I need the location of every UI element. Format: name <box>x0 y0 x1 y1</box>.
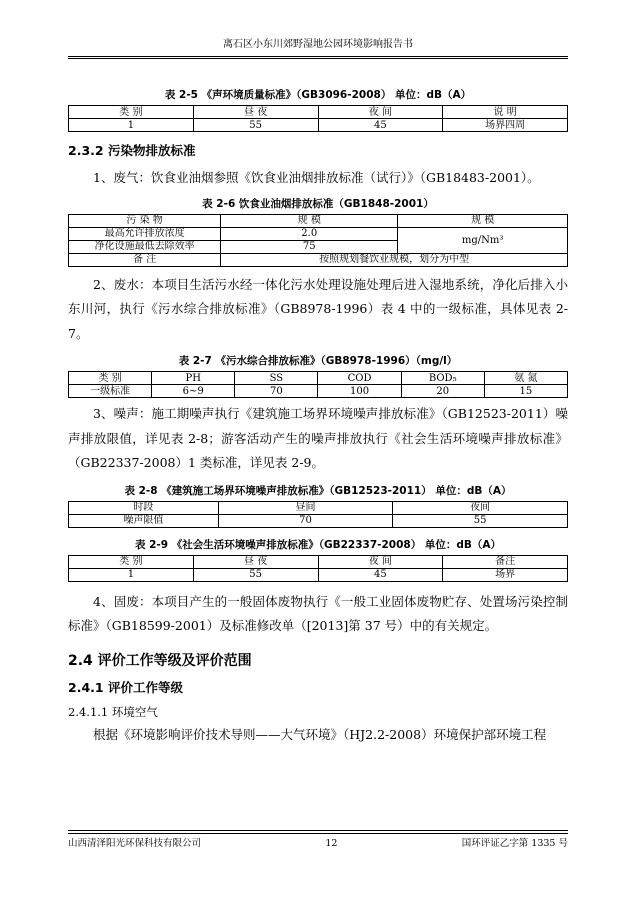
section-2-3-2-title: 2.3.2 污染物排放标准 <box>68 143 196 158</box>
table-cell: 70 <box>235 385 318 398</box>
page-footer <box>68 833 568 850</box>
header-title: 离石区小东川郊野湿地公园环境影响报告书 <box>223 39 413 50</box>
table-row <box>69 501 568 514</box>
table-2-7 <box>68 371 568 398</box>
table-cell: 55 <box>193 119 318 132</box>
table-cell: 6~9 <box>152 385 235 398</box>
table-cell: 最高允许排放浓度 <box>69 227 221 240</box>
table-header-cell: 夜 间 <box>318 106 443 119</box>
paragraph-noise: 3、噪声：施工期噪声执行《建筑施工场界环境噪声排放标准》（GB12523-2011）噪声排放限值，详见表 2-8；游客活动产生的噪声排放执行《社会生活环境噪声排放标准》（GB22337-2008）1 类标准，详见表 2-9。 <box>68 406 568 470</box>
table-row <box>69 119 568 132</box>
table-header-cell: PH <box>152 372 235 385</box>
table-cell: 70 <box>218 514 393 527</box>
table-header-cell: 昼间 <box>218 501 393 514</box>
paragraph-water: 2、废水：本项目生活污水经一体化污水处理设施处理后进入湿地系统，净化后排入小东川河，执行《污水综合排放标准》（GB8978-1996）表 4 中的一级标准，具体见表 2-7。 <box>68 276 568 341</box>
table-cell: 45 <box>318 119 443 132</box>
table-cell: 净化设施最低去除效率 <box>69 240 221 253</box>
table-row <box>69 514 568 527</box>
table-row <box>69 385 568 398</box>
table-2-6 <box>68 214 568 267</box>
table-cell: 1 <box>69 119 194 132</box>
table-2-9 <box>68 555 568 582</box>
table-cell: 场界四周 <box>443 119 568 132</box>
table-cell: 75 <box>221 240 398 253</box>
table-row <box>69 555 568 568</box>
table-header-cell: 规 模 <box>221 214 398 227</box>
table-cell: 一级标准 <box>69 385 152 398</box>
table-cell: 55 <box>193 568 318 581</box>
table-cell: 备 注 <box>69 253 221 266</box>
table-row <box>69 253 568 266</box>
table-cell-unit: mg/Nm³ <box>398 227 568 253</box>
table-header-cell: 说 明 <box>443 106 568 119</box>
document-body <box>68 88 568 747</box>
table-header-cell: 昼 夜 <box>193 106 318 119</box>
table-cell: 2.0 <box>221 227 398 240</box>
table-header-cell: 类 别 <box>69 106 194 119</box>
section-2-4-1-1-title: 2.4.1.1 环境空气 <box>68 704 158 719</box>
table-header-cell: COD <box>318 372 401 385</box>
table-cell: 场界 <box>443 568 568 581</box>
table-cell: 1 <box>69 568 194 581</box>
paragraph-gas: 1、废气：饮食业油烟参照《饮食业油烟排放标准（试行）》（GB18483-2001）。 <box>93 170 540 185</box>
table-cell: 按照规划餐饮业规模，划分为中型 <box>221 253 568 266</box>
footer-certificate: 国环评证乙字第 1335 号 <box>461 838 568 849</box>
table-row <box>69 227 568 240</box>
table-2-8-caption: 表 2-8 《建筑施工场界环境噪声排放标准》（GB12523-2011） 单位：dB（A） <box>124 484 512 497</box>
footer-page-number: 12 <box>325 838 338 849</box>
table-cell: 45 <box>318 568 443 581</box>
section-2-4-1-title: 2.4.1 评价工作等级 <box>68 679 183 695</box>
table-header-cell: SS <box>235 372 318 385</box>
page-header <box>68 38 568 57</box>
table-cell: 55 <box>393 514 568 527</box>
table-header-cell: 昼 夜 <box>193 555 318 568</box>
table-header-cell: 时段 <box>69 501 219 514</box>
table-row <box>69 372 568 385</box>
table-header-cell: 夜 间 <box>318 555 443 568</box>
table-header-cell: 类 别 <box>69 372 152 385</box>
table-2-6-caption: 表 2-6 饮食业油烟排放标准（GB1848-2001） <box>202 197 434 210</box>
table-2-5 <box>68 105 568 132</box>
table-2-9-caption: 表 2-9 《社会生活环境噪声排放标准》（GB22337-2008） 单位：dB（A） <box>134 538 502 551</box>
table-2-5-caption: 表 2-5 《声环境质量标准》（GB3096-2008） 单位：dB（A） <box>164 89 472 101</box>
table-header-cell: 氨 氮 <box>484 372 567 385</box>
paragraph-air: 根据《环境影响评价技术导则——大气环境》（HJ2.2-2008）环境保护部环境工程 <box>93 726 547 742</box>
table-header-cell: 污 染 物 <box>69 214 221 227</box>
table-header-cell: BOD₅ <box>401 372 484 385</box>
table-cell: 100 <box>318 385 401 398</box>
table-header-cell: 类 别 <box>69 555 194 568</box>
footer-company: 山西清泽阳光环保科技有限公司 <box>68 838 202 849</box>
table-cell: 20 <box>401 385 484 398</box>
table-row <box>69 214 568 227</box>
table-cell: 15 <box>484 385 567 398</box>
table-row <box>69 106 568 119</box>
table-cell: 噪声限值 <box>69 514 219 527</box>
table-header-cell: 规 模 <box>398 214 568 227</box>
table-row <box>69 568 568 581</box>
paragraph-solid-waste: 4、固废：本项目产生的一般固体废物执行《一般工业固体废物贮存、处置场污染控制标准》（GB18599-2001）及标准修改单（[2013]第 37 号）中的有关规定。 <box>68 593 568 633</box>
table-2-7-caption: 表 2-7 《污水综合排放标准》（GB8978-1996）（mg/l） <box>178 355 458 367</box>
table-header-cell: 夜间 <box>393 501 568 514</box>
table-2-8 <box>68 501 568 528</box>
table-header-cell: 备注 <box>443 555 568 568</box>
section-2-4-title: 2.4 评价工作等级及评价范围 <box>68 652 252 669</box>
